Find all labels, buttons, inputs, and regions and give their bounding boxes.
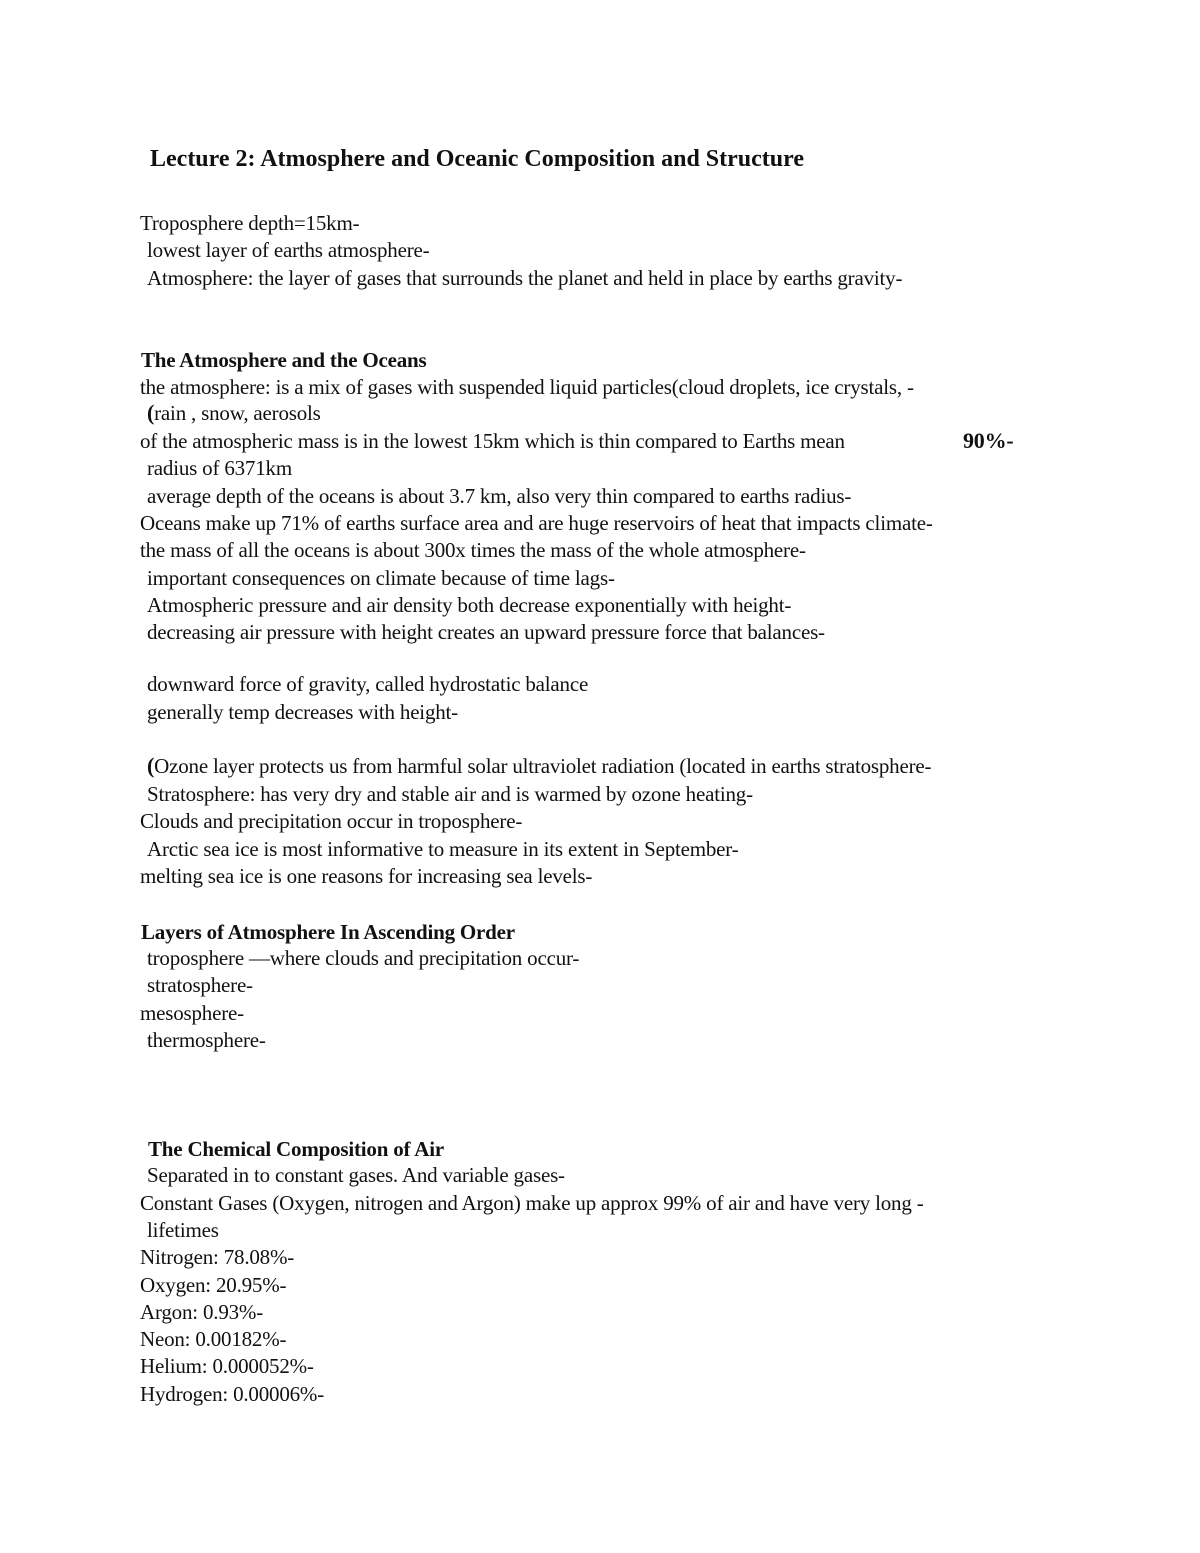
text-line: melting sea ice is one reasons for increasing sea levels- bbox=[140, 864, 593, 888]
paren-glyph: ( bbox=[147, 753, 155, 778]
text-line: Oxygen: 20.95%- bbox=[140, 1273, 287, 1297]
paren-glyph: ( bbox=[147, 400, 155, 425]
text-line: Separated in to constant gases. And variable gases- bbox=[147, 1163, 565, 1187]
text-line: Helium: 0.000052%- bbox=[140, 1354, 314, 1378]
text-line: important consequences on climate because of time lags- bbox=[147, 566, 615, 590]
text-line: radius of 6371km bbox=[147, 456, 292, 480]
text-line: Oceans make up 71% of earths surface area and are huge reservoirs of heat that impacts climate- bbox=[140, 511, 933, 535]
text-line: of the atmospheric mass is in the lowest 15km which is thin compared to Earths mean bbox=[140, 429, 845, 453]
document-title: Lecture 2: Atmosphere and Oceanic Composition and Structure bbox=[150, 146, 804, 172]
text-span: rain , snow, aerosols bbox=[154, 401, 321, 425]
text-line: mesosphere- bbox=[140, 1001, 244, 1025]
text-line: Atmospheric pressure and air density both decrease exponentially with height- bbox=[147, 593, 792, 617]
text-line: stratosphere- bbox=[147, 973, 253, 997]
text-line: Hydrogen: 0.00006%- bbox=[140, 1382, 325, 1406]
text-line: lifetimes bbox=[147, 1218, 219, 1242]
text-line: average depth of the oceans is about 3.7 km, also very thin compared to earths radius- bbox=[147, 484, 852, 508]
text-line bbox=[147, 753, 931, 779]
text-line: downward force of gravity, called hydrostatic balance bbox=[147, 672, 589, 696]
section-heading: The Atmosphere and the Oceans bbox=[141, 348, 427, 372]
text-line: Arctic sea ice is most informative to measure in its extent in September- bbox=[147, 837, 739, 861]
text-line: Constant Gases (Oxygen, nitrogen and Argon) make up approx 99% of air and have very long - bbox=[140, 1191, 924, 1215]
text-line: Troposphere depth=15km- bbox=[140, 211, 360, 235]
text-line: generally temp decreases with height- bbox=[147, 700, 458, 724]
section-heading: The Chemical Composition of Air bbox=[148, 1137, 444, 1161]
text-line: Clouds and precipitation occur in troposphere- bbox=[140, 809, 523, 833]
percent-value: 90%- bbox=[963, 428, 1014, 453]
text-line: Nitrogen: 78.08%- bbox=[140, 1245, 295, 1269]
text-line: thermosphere- bbox=[147, 1028, 266, 1052]
text-line bbox=[147, 400, 321, 426]
text-line: Argon: 0.93%- bbox=[140, 1300, 264, 1324]
text-span: Ozone layer protects us from harmful solar ultraviolet radiation (located in earths stratosphere- bbox=[154, 754, 932, 778]
text-line: Stratosphere: has very dry and stable air and is warmed by ozone heating- bbox=[147, 782, 753, 806]
text-line: the mass of all the oceans is about 300x times the mass of the whole atmosphere- bbox=[140, 538, 806, 562]
section-heading: Layers of Atmosphere In Ascending Order bbox=[141, 920, 515, 944]
text-line: lowest layer of earths atmosphere- bbox=[147, 238, 430, 262]
text-line: Neon: 0.00182%- bbox=[140, 1327, 287, 1351]
text-line: the atmosphere: is a mix of gases with suspended liquid particles(cloud droplets, ice crystals, - bbox=[140, 375, 914, 399]
text-line: decreasing air pressure with height creates an upward pressure force that balances- bbox=[147, 620, 825, 644]
text-line: Atmosphere: the layer of gases that surrounds the planet and held in place by earths gravity- bbox=[147, 266, 903, 290]
text-line: troposphere —where clouds and precipitation occur- bbox=[147, 946, 580, 970]
